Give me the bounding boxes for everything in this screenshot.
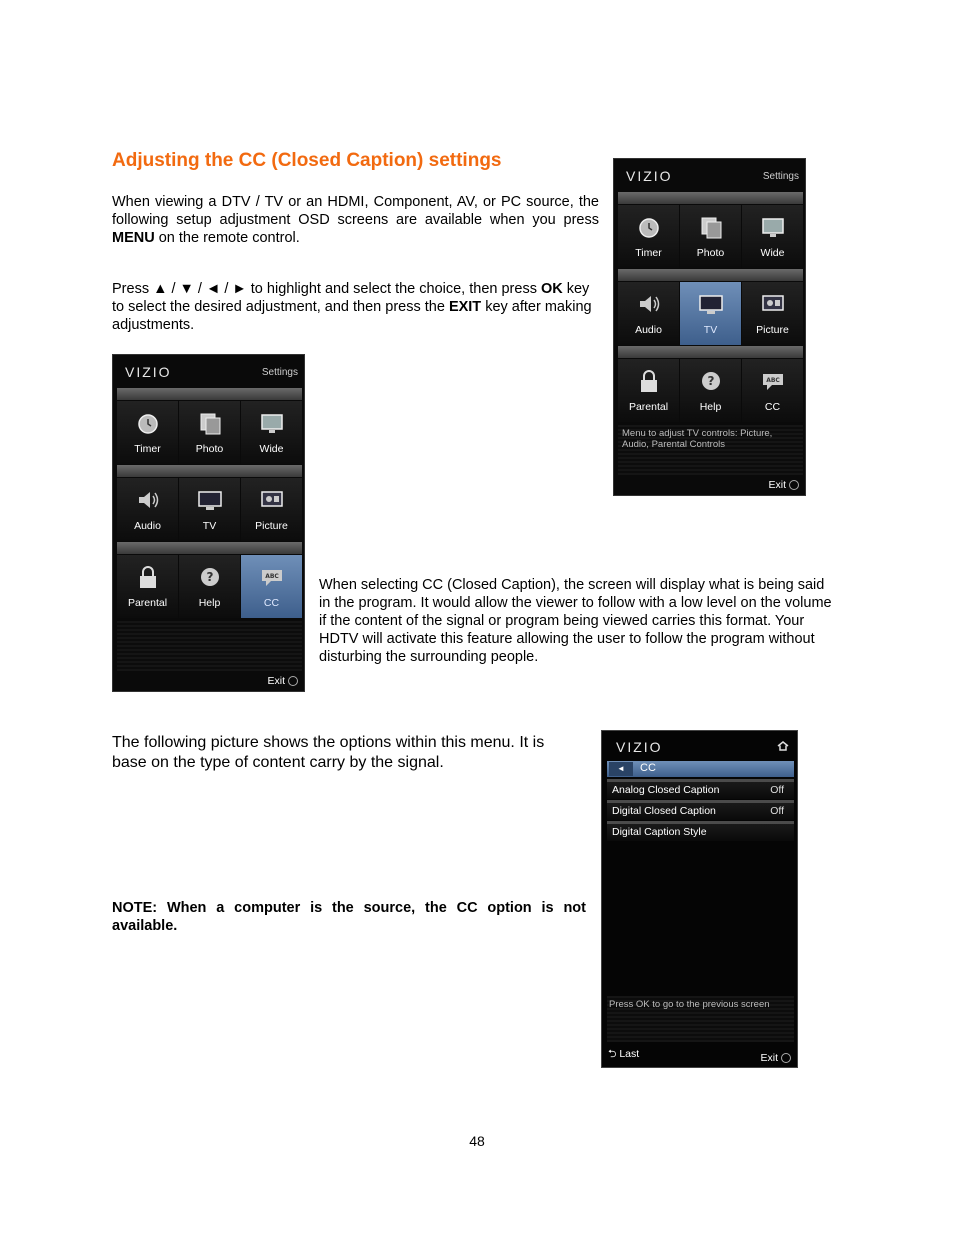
photo-icon [197, 411, 223, 435]
intro-paragraph [112, 193, 599, 247]
tile-cc[interactable] [241, 555, 302, 618]
exit-label: Exit [768, 479, 786, 491]
tile-label: Parental [127, 597, 168, 609]
tile-label: Timer [635, 247, 662, 259]
tile-label: TV [202, 520, 217, 532]
osd-description: Menu to adjust TV controls: Picture, Audio, Parental Controls [618, 425, 803, 475]
timer-icon [135, 411, 161, 435]
picture-icon [259, 488, 285, 512]
osd-description-empty [117, 621, 302, 671]
cc-icon [259, 565, 285, 589]
tile-row [618, 282, 803, 345]
tile-row [117, 478, 302, 541]
tile-row [618, 359, 803, 422]
tile-timer[interactable] [618, 205, 679, 268]
exit-icon [288, 676, 298, 686]
tile-photo[interactable] [179, 401, 240, 464]
osd-title: Settings [261, 367, 298, 378]
row-divider [618, 346, 803, 358]
row-divider [618, 192, 803, 204]
vizio-logo: VIZIO [125, 364, 172, 380]
exit-label: Exit [267, 675, 285, 687]
tile-wide[interactable] [742, 205, 803, 268]
tile-audio[interactable] [117, 478, 178, 541]
cc-icon [760, 369, 786, 393]
nav-text-3: key after making adjustments. [112, 299, 592, 333]
tile-label: Parental [628, 401, 669, 413]
tile-timer[interactable] [117, 401, 178, 464]
svg-text:?: ? [707, 374, 714, 388]
row-divider [117, 388, 302, 400]
last-button[interactable]: ⮌ Last [608, 1048, 640, 1060]
tile-cc[interactable] [742, 359, 803, 422]
photo-icon [698, 215, 724, 239]
cc-menu-title: CC [640, 762, 656, 774]
tile-audio[interactable] [618, 282, 679, 345]
cc-menu-header [607, 761, 794, 777]
tile-row [117, 555, 302, 618]
settings-osd-tv-selected [613, 158, 806, 496]
tv-icon [698, 292, 724, 316]
tile-label: Help [699, 401, 722, 413]
tile-tv[interactable] [680, 282, 741, 345]
row-divider [117, 542, 302, 554]
tile-label: Timer [134, 443, 161, 455]
cc-menu-osd [601, 730, 798, 1068]
exit-icon [789, 480, 799, 490]
option-value: Off [770, 784, 784, 796]
svg-text:ABC: ABC [765, 377, 780, 384]
tile-parental[interactable] [618, 359, 679, 422]
exit-icon [781, 1053, 791, 1063]
menu-key: MENU [112, 230, 155, 246]
exit-button[interactable] [267, 675, 298, 687]
settings-osd-cc-selected [112, 354, 305, 692]
settings-grid [618, 192, 803, 423]
page-heading: Adjusting the CC (Closed Caption) settings [112, 150, 502, 171]
tile-wide[interactable] [241, 401, 302, 464]
tile-row [618, 205, 803, 268]
tile-label: Wide [259, 443, 284, 455]
cc-description: When selecting CC (Closed Caption), the screen will display what is being said in the program. It would allow the viewer to follow with a low level on the volume if the content of the signal or program being viewed carries this format. Your HDTV will activate this feature allowing the user to follow the program without disturbing the surrounding people. [319, 577, 832, 665]
tile-label: Audio [635, 324, 662, 336]
tile-parental[interactable] [117, 555, 178, 618]
help-icon [698, 369, 724, 393]
tile-label: CC [263, 597, 280, 609]
digital-closed-caption-option[interactable] [607, 800, 794, 820]
svg-text:?: ? [206, 570, 213, 584]
analog-closed-caption-option[interactable] [607, 779, 794, 799]
tile-label: TV [703, 324, 718, 336]
tile-tv[interactable] [179, 478, 240, 541]
note-text: NOTE: When a computer is the source, the CC option is not available. [112, 900, 586, 934]
tile-label: CC [764, 401, 781, 413]
page-number: 48 [469, 1133, 485, 1149]
osd-title: Settings [762, 171, 799, 182]
lock-icon [135, 565, 161, 589]
option-value: Off [770, 805, 784, 817]
settings-grid [117, 388, 302, 619]
digital-caption-style-option[interactable] [607, 821, 794, 841]
tile-picture[interactable] [241, 478, 302, 541]
last-label: Last [619, 1048, 640, 1060]
exit-button[interactable] [768, 479, 799, 491]
tile-label: Picture [255, 520, 288, 532]
home-icon[interactable] [777, 741, 789, 751]
nav-text-1: Press ▲ / ▼ / ◄ / ► to highlight and select the choice, then press [112, 281, 541, 297]
nav-text-2: key to select the desired adjustment, and then press the [112, 281, 590, 315]
row-divider [117, 465, 302, 477]
option-label: Digital Closed Caption [612, 805, 716, 817]
wide-icon [760, 215, 786, 239]
audio-icon [135, 488, 161, 512]
timer-icon [636, 215, 662, 239]
cc-menu-hint: Press OK to go to the previous screen [607, 996, 794, 1042]
tile-label: Help [198, 597, 221, 609]
tile-help[interactable] [680, 359, 741, 422]
option-label: Analog Closed Caption [612, 784, 720, 796]
ok-key: OK [540, 281, 563, 297]
tv-icon [197, 488, 223, 512]
lock-icon [636, 369, 662, 393]
exit-label: Exit [760, 1052, 778, 1064]
tile-label: Picture [756, 324, 789, 336]
option-label: Digital Caption Style [612, 826, 707, 838]
tile-picture[interactable] [742, 282, 803, 345]
tile-label: Photo [696, 247, 725, 259]
tile-label: Wide [760, 247, 785, 259]
following-text: The following picture shows the options within this menu. It is base on the type of content carry by the signal. [112, 734, 545, 771]
navigation-instructions [112, 280, 599, 334]
back-arrow-icon[interactable]: ◄ [609, 762, 633, 776]
intro-text-post: on the remote control. [154, 230, 300, 246]
help-icon [197, 565, 223, 589]
wide-icon [259, 411, 285, 435]
picture-icon [760, 292, 786, 316]
exit-button[interactable] [760, 1052, 791, 1064]
exit-key: EXIT [448, 299, 482, 315]
tile-help[interactable] [179, 555, 240, 618]
vizio-logo: VIZIO [616, 739, 663, 755]
tile-label: Photo [195, 443, 224, 455]
tile-row [117, 401, 302, 464]
row-divider [618, 269, 803, 281]
tile-label: Audio [134, 520, 161, 532]
tile-photo[interactable] [680, 205, 741, 268]
intro-text-pre: When viewing a DTV / TV or an HDMI, Component, AV, or PC source, the following setup adjustment OSD screens are available when you press [112, 194, 599, 228]
audio-icon [636, 292, 662, 316]
svg-text:ABC: ABC [264, 573, 279, 580]
vizio-logo: VIZIO [626, 168, 673, 184]
